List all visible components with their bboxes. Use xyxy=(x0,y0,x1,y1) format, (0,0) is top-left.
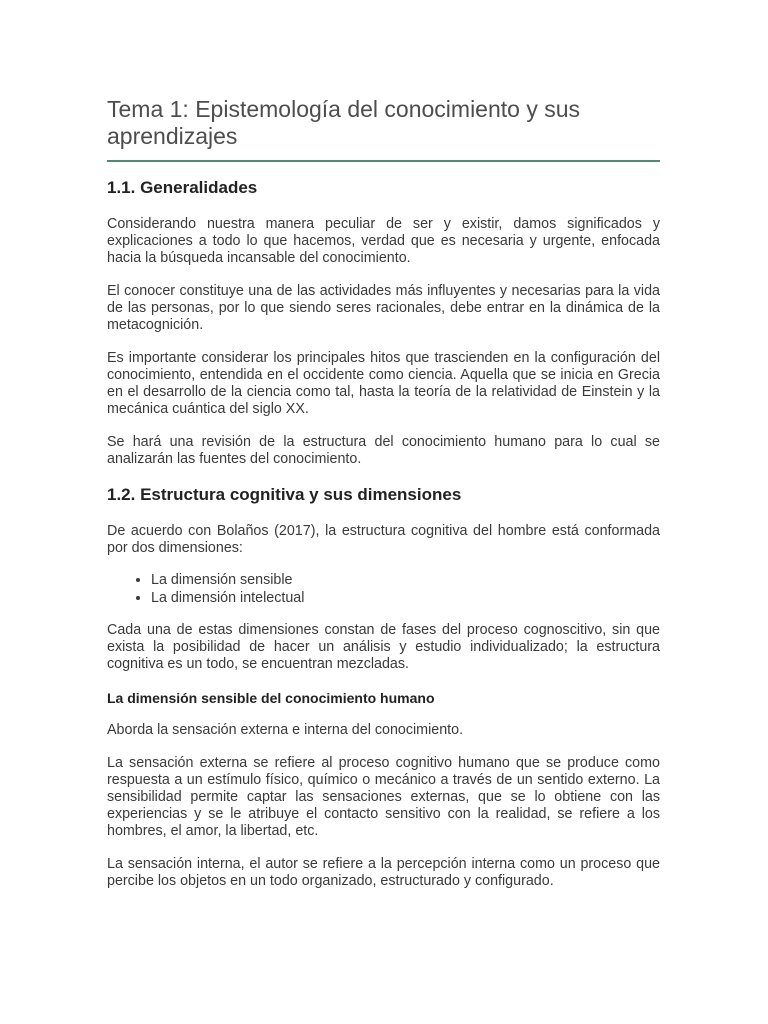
title-divider xyxy=(107,160,660,162)
paragraph: Es importante considerar los principales hitos que trascienden en la configuración del conocimiento, entendida en el occidente como ciencia. Aquella que se inicia en Grecia en el desarrollo de la ciencia como tal, hasta la teoría de la relatividad de Einstein y la mecánica cuántica del siglo XX. xyxy=(107,350,660,417)
list-item: • La dimensión sensible xyxy=(151,571,660,589)
section-heading-estructura: 1.2. Estructura cognitiva y sus dimensiones xyxy=(107,485,462,504)
subheading-dimension-sensible: La dimensión sensible del conocimiento humano xyxy=(107,690,435,706)
list-item: • La dimensión intelectual xyxy=(151,589,660,607)
paragraph: Cada una de estas dimensiones constan de fases del proceso cognoscitivo, sin que exista la posibilidad de hacer un análisis y estudio individualizado; la estructura cognitiva es un todo, se encuentran mezcladas. xyxy=(107,622,660,672)
paragraph: De acuerdo con Bolaños (2017), la estructura cognitiva del hombre está conformada por dos dimensiones: xyxy=(107,523,660,556)
section-heading-generalidades: 1.1. Generalidades xyxy=(107,178,258,197)
paragraph: La sensación interna, el autor se refiere a la percepción interna como un proceso que percibe los objetos en un todo organizado, estructurado y configurado. xyxy=(107,856,660,889)
paragraph: Se hará una revisión de la estructura del conocimiento humano para lo cual se analizarán las fuentes del conocimiento. xyxy=(107,434,660,467)
dimensions-list xyxy=(107,571,660,607)
paragraph: Aborda la sensación externa e interna del conocimiento. xyxy=(107,722,464,738)
page-title: Tema 1: Epistemología del conocimiento y sus aprendizajes xyxy=(107,96,581,149)
paragraph: El conocer constituye una de las actividades más influyentes y necesarias para la vida de las personas, por lo que siendo seres racionales, debe entrar en la dinámica de la metacognición. xyxy=(107,283,660,333)
paragraph: La sensación externa se refiere al proceso cognitivo humano que se produce como respuesta a un estímulo físico, químico o mecánico a través de un sentido externo. La sensibilidad permite captar las sensaciones externas, que se lo obtiene con las experiencias y se le atribuye el contacto sensitivo con la realidad, se refiere a los hombres, el amor, la libertad, etc. xyxy=(107,755,660,839)
paragraph: Considerando nuestra manera peculiar de ser y existir, damos significados y explicaciones a todo lo que hacemos, verdad que es necesaria y urgente, enfocada hacia la búsqueda incansable del conocimiento. xyxy=(107,216,660,266)
